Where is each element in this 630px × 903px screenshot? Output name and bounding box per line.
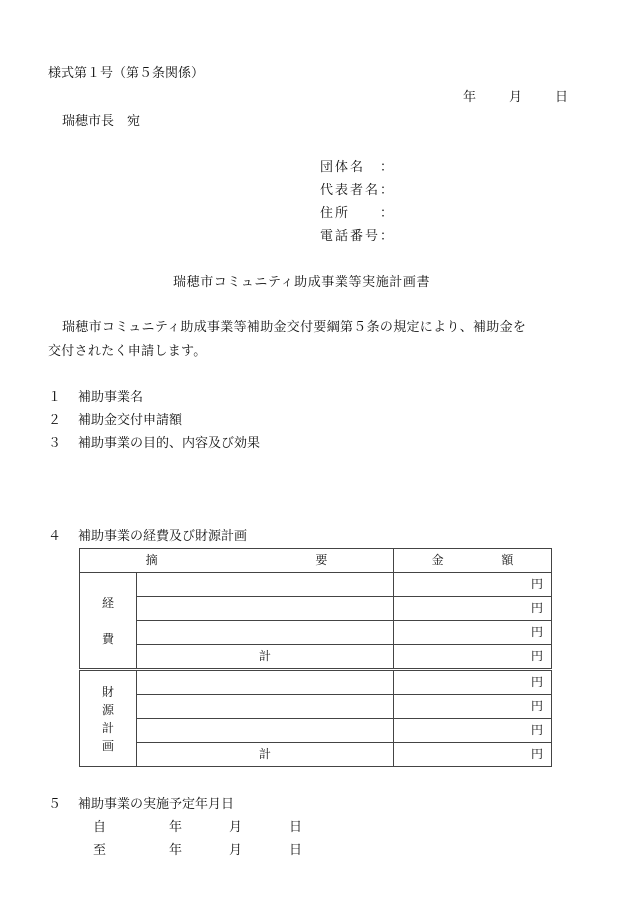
amount-cell[interactable]: 円 [394,670,552,695]
addressee: 瑞穂市長 宛 [62,114,141,129]
intro-line-1: 瑞穂市コミュニティ助成事業等補助金交付要綱第５条の規定により、補助金を [62,320,527,335]
description-cell[interactable] [137,573,394,597]
table-row [80,597,552,621]
table-row [80,695,552,719]
date-day-label: 日 [555,90,569,105]
amount-header-char-1: 金 [431,553,444,567]
item-number: ２ [48,413,62,428]
item-label: 補助金交付申請額 [78,413,183,428]
amount-cell[interactable]: 円 [394,621,552,645]
schedule-to-label: 至 [93,843,107,858]
expense-label-1: 経 [101,595,114,610]
schedule-month-label: 月 [229,843,243,858]
amount-cell[interactable]: 円 [394,695,552,719]
item-label: 補助事業の経費及び財源計画 [78,529,248,544]
schedule-year-label: 年 [169,820,183,835]
table-row [80,645,552,670]
date-year-label: 年 [463,90,477,105]
form-number: 様式第１号（第５条関係） [48,66,205,81]
schedule-year-label: 年 [169,843,183,858]
table-row [80,743,552,767]
expense-category-cell [80,573,137,670]
item-label: 補助事業名 [78,390,144,405]
expense-total-label: 計 [137,645,394,670]
table-row [80,670,552,695]
description-header-char-1: 摘 [145,553,158,567]
amount-cell[interactable]: 円 [394,573,552,597]
intro-line-2: 交付されたく申請します。 [48,344,207,359]
description-cell[interactable] [137,695,394,719]
description-cell[interactable] [137,670,394,695]
funding-total-label: 計 [137,743,394,767]
table-row [80,573,552,597]
schedule-from-label: 自 [93,820,107,835]
funding-total-amount[interactable]: 円 [394,743,552,767]
table-row [80,719,552,743]
phone-label: 電話番号： [320,229,396,244]
table-header-row [80,549,552,573]
budget-table [79,548,552,767]
schedule-day-label: 日 [289,843,303,858]
schedule-day-label: 日 [289,820,303,835]
item-number: １ [48,390,62,405]
document-title: 瑞穂市コミュニティ助成事業等実施計画書 [173,275,431,290]
amount-cell[interactable]: 円 [394,597,552,621]
item-label: 補助事業の実施予定年月日 [78,797,235,812]
description-header [80,549,394,573]
item-number: ３ [48,436,62,451]
funding-label: 財源計画 [101,684,114,753]
representative-label: 代表者名： [320,183,396,198]
address-label: 住所 ： [320,206,396,221]
schedule-month-label: 月 [229,820,243,835]
description-cell[interactable] [137,719,394,743]
description-cell[interactable] [137,597,394,621]
item-number: ５ [48,797,62,812]
expense-label-2: 費 [101,631,114,646]
amount-header [394,549,552,573]
date-month-label: 月 [509,90,523,105]
description-cell[interactable] [137,621,394,645]
item-number: ４ [48,529,62,544]
amount-header-char-2: 額 [501,553,514,567]
group-name-label: 団体名 ： [320,160,396,175]
funding-category-cell [80,670,137,767]
table-row [80,621,552,645]
amount-cell[interactable]: 円 [394,719,552,743]
description-header-char-2: 要 [315,553,328,567]
item-label: 補助事業の目的、内容及び効果 [78,436,261,451]
expense-total-amount[interactable]: 円 [394,645,552,670]
